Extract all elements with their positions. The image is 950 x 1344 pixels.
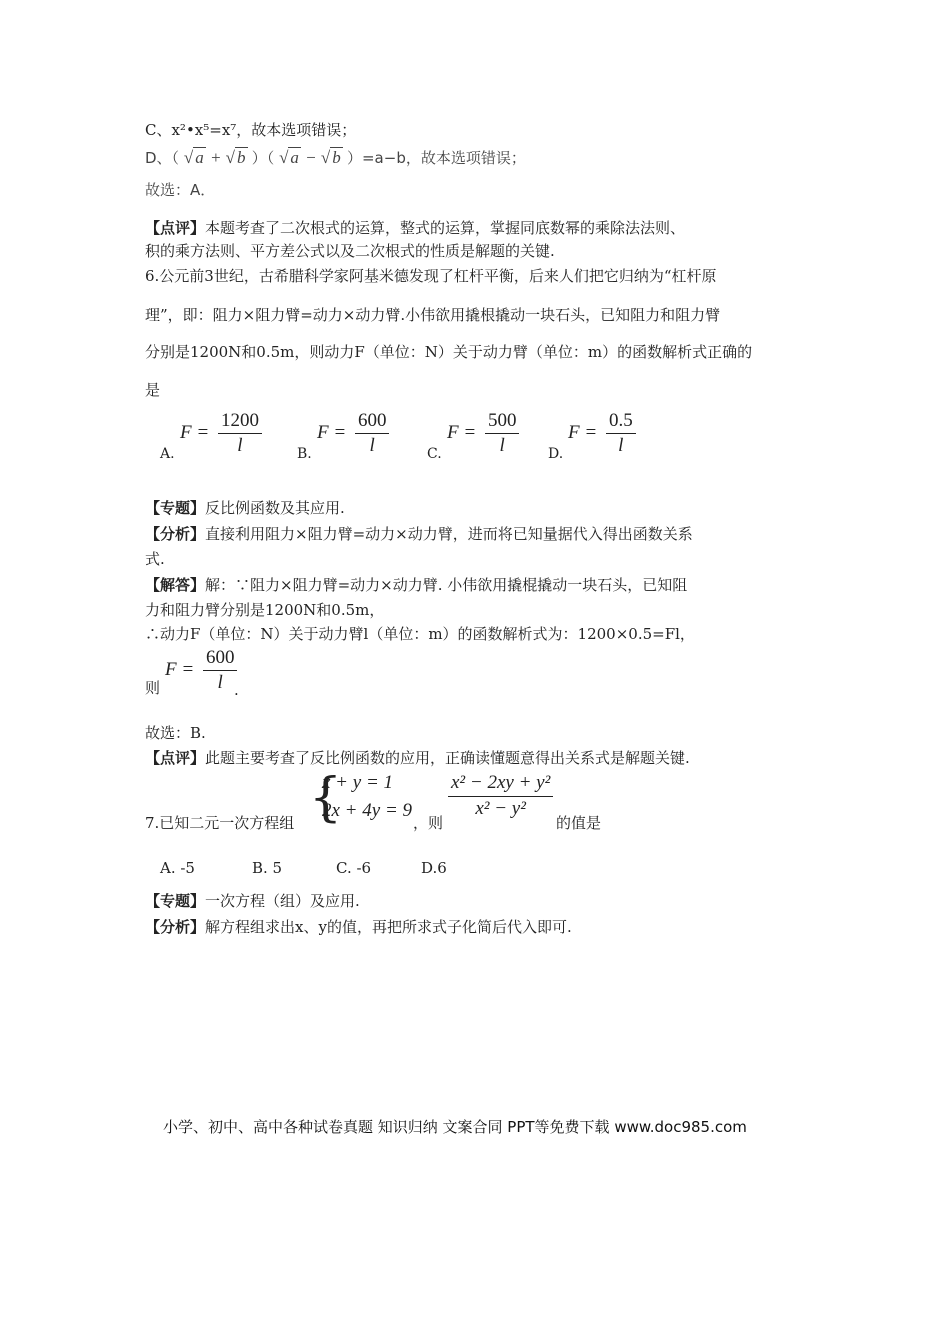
review1-line2: 积的乘方法则、平方差公式以及二次根式的性质是解题的关键. [145,242,555,260]
topic-tag: 【专题】 [145,892,206,910]
formula-lhs: F = [165,658,195,680]
review-tag: 【点评】 [145,749,206,767]
q6-answer-text: 解：∵阻力×阻力臂=动力×动力臂. 小伟欲用撬棍撬动一块石头，已知阻 [205,576,688,594]
formula-denominator: l [237,435,243,456]
q6-topic-line [145,498,345,518]
q7-topic-line [145,891,360,911]
formula-numerator: 1200 [218,410,262,434]
minus-sign: − [305,148,317,167]
q6-option-b-label: B. [297,446,312,462]
choice-a-line: 故选：A． [145,181,216,199]
q6-review-text: 此题主要考查了反比例函数的应用，正确读懂题意得出关系式是解题关键. [205,749,690,767]
expression-numerator: x² − 2xy + y² [448,772,553,797]
d-option-prefix: D、（ [145,149,180,167]
q7-option-b: B. 5 [252,859,283,877]
q6-option-a-label: A. [160,446,175,462]
q6-option-c-label: C. [427,446,442,462]
sqrt-b-2: √ b [320,148,341,167]
q6-answer-line2: 力和阻力臂分别是1200N和0.5m， [145,601,385,619]
formula-numerator: 500 [485,410,520,434]
answer-tag: 【解答】 [145,576,206,594]
d-option-suffix: ）=a−b，故本选项错误； [346,149,526,167]
q7-option-d: D.6 [421,859,447,877]
q6-option-a-formula [180,410,262,457]
review1-text: 本题考查了二次根式的运算，整式的运算，掌握同底数幂的乘除法法则、 [205,219,686,237]
formula-denominator: l [217,672,223,693]
review1-line1 [145,218,685,238]
q7-analysis-text: 解方程组求出x、y的值，再把所求式子化简后代入即可. [205,918,572,936]
q7-suffix: 的值是 [556,814,602,832]
sqrt-expression-2 [279,148,347,167]
q7-expression [448,772,553,820]
then-label: 则 [145,679,161,697]
q6-option-c-formula [447,410,519,457]
c-option-line: C、x²•x⁵=x⁷，故本选项错误； [145,121,357,139]
q7-topic-text: 一次方程（组）及应用. [205,892,360,910]
q6-line1: 6.公元前3世纪，古希腊科学家阿基米德发现了杠杆平衡，后来人们把它归纳为“杠杆原 [145,267,717,285]
review-tag: 【点评】 [145,219,206,237]
formula-numerator: 0.5 [606,410,636,434]
q6-answer-line3: ∴动力F（单位：N）关于动力臂l（单位：m）的函数解析式为：1200×0.5=Fl， [145,625,695,643]
topic-tag: 【专题】 [145,499,206,517]
q6-answer-line1 [145,575,687,595]
formula-denominator: l [499,435,505,456]
analysis-tag: 【分析】 [145,918,206,936]
sqrt-expression-1 [184,148,252,167]
q7-prefix: 7.已知二元一次方程组 [145,814,295,832]
formula-numerator: 600 [203,647,238,671]
expression-denominator: x² − y² [475,798,526,819]
q6-line3: 分别是1200N和0.5m，则动力F（单位：N）关于动力臂（单位：m）的函数解析式正确的 [145,343,753,361]
q6-analysis-text: 直接利用阻力×阻力臂=动力×动力臂，进而将已知量据代入得出函数关系 [205,525,693,543]
q6-line4: 是 [145,381,161,399]
q6-choice-line: 故选：B. [145,724,206,742]
q7-option-c: C. -6 [336,859,372,877]
formula-lhs: F = [447,421,477,443]
q6-review-line [145,748,690,768]
plus-sign: + [209,148,222,167]
sqrt-b: √ b [225,148,246,167]
q6-analysis-line1 [145,524,693,544]
formula-lhs: F = [180,421,210,443]
q7-eq2: 2x + 4y = 9 [322,800,413,821]
formula-lhs: F = [568,421,598,443]
q6-option-d-label: D. [548,446,564,462]
system-brace: { [309,768,343,828]
page-footer: 小学、初中、高中各种试卷真题 知识归纳 文案合同 PPT等免费下载 www.doc985.com [163,1118,747,1136]
result-period: . [234,681,239,699]
q7-eq1: x + y = 1 [322,772,394,793]
q7-comma: ，则 [413,814,444,832]
q6-result-formula [165,647,237,694]
sqrt-a-2: √ a [279,148,299,167]
formula-denominator: l [618,435,624,456]
q6-analysis-line2: 式. [145,550,165,568]
q7-option-a: A. -5 [160,859,195,877]
d-option-line [145,148,526,168]
formula-numerator: 600 [355,410,390,434]
q7-analysis-line [145,917,572,937]
analysis-tag: 【分析】 [145,525,206,543]
sqrt-a: √ a [183,148,204,167]
q6-option-b-formula [317,410,389,457]
formula-denominator: l [369,435,375,456]
d-option-mid: ）（ [251,149,275,167]
formula-lhs: F = [317,421,347,443]
q6-option-d-formula [568,410,636,457]
q6-topic-text: 反比例函数及其应用. [205,499,345,517]
q6-line2: 理”，即：阻力×阻力臂=动力×动力臂.小伟欲用撬根撬动一块石头，已知阻力和阻力臂 [145,306,721,324]
